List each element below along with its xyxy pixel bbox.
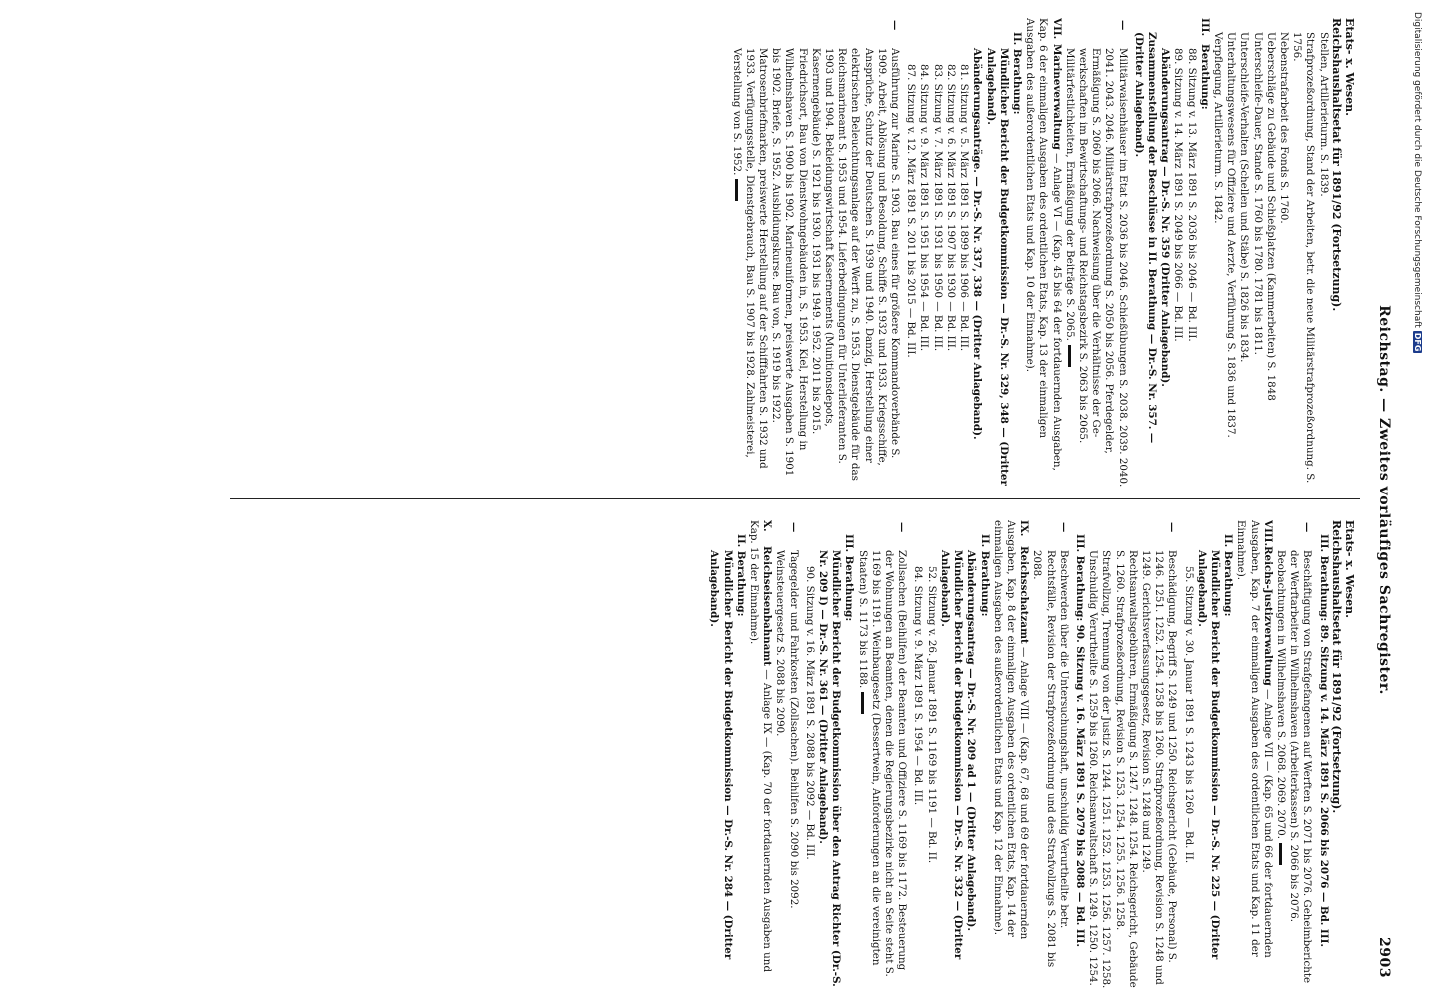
roman-numeral: VIII. <box>1261 520 1274 547</box>
subhead: Reichshaushaltsetat für 1891/92 (Fortsetzung). <box>1329 520 1343 814</box>
dash-mark: — <box>896 522 909 533</box>
roman-numeral: X. <box>761 520 774 532</box>
intro-line: Stellen, Artillerieturm. S. 1839. <box>1317 32 1330 197</box>
topic-text: Beschwerden über die Untersuchungshaft, unschuldig Verurtheilte betr. Rechtsfälle, Revision der Strafprozeßordnung und des Strafvollzugs S. 2081 bis 2088. <box>1031 550 1070 968</box>
topic-text: Ausführung zur Marine S. 1903. Bau eines für größere Kommandoverbände S. 1909. Arbeit, Ablösung und Besoldung, Schiffe S. 1932 und 1933. Kriegsschiffe, Ansprüche, Schutz der Deutschen S. 1939 und 1940. Danzig, Herstellung einer elektrischen Beleuchtungsanlage auf der Werft zu, S. 1953. Dienstgebäude für das Reichsmarineamt S. 1953 und 1954. Lieferbedingungen für Unterlieferanten S. 1903 und 1904. Bekleidungswirtschaft Kasernements (Munitionsdepots, Kasernengebäude) S. 1921 bis 1930. 1931 bis 1949. 1952. 2011 bis 2015. Friedrichsort, Bau von Dienstwohngebäuden in, S. 1953. Kiel, Herstellung in Wilhelmshaven S. 1900 bis 1902. Marineuniformen, preiswerte Ausgaben S. 1901 bis 1902. Briefe, S. 1952. Ausbildungskurse. Bau von, S. 1919 bis 1922. Matrosenbriefmarken, preiswerte Herstellung auf der Schifffahrten S. 1932 und 1933. Verfügungsstelle, Dienstgebrauch, Bau S. 1907 bis 1928. Zahlmeisterei, Verstellung von S. 1952. <box>730 48 902 481</box>
berathung-label: III. Berathung: <box>843 534 856 622</box>
section-description: — Anlage VIII — (Kap. 67, 68 und 69 der fortdauernden Ausgaben, Kap. 8 der einmaligen Ausgaben des ordentlichen Etats, Kap. 14 der einmaligen Ausgaben des außerordentlichen Etats und Kap. 12 der Einnahme). <box>991 520 1031 940</box>
digitization-text: Digitalisierung gefördert durch die Deutsche Forschungsgemeinschaft <box>1412 12 1422 328</box>
report-entry: Mündlicher Bericht der Budgetkommission über den Antrag Richter (Dr.-S. Nr. 209 I) — Dr.-S. Nr. 361 — (Dritter Anlageband). <box>817 550 843 987</box>
dash-mark: — <box>1116 20 1129 31</box>
session-entry: 87. Sitzung v. 12. März 1891 S. 2011 bis 2015 — Bd. III. <box>905 64 918 358</box>
report-entry: Mündlicher Bericht der Budgetkommission — Dr.-S. Nr. 284 — (Dritter Anlageband). <box>708 550 734 960</box>
end-rule <box>861 692 864 714</box>
topic-list <box>1030 520 1070 990</box>
dfg-logo: DFG <box>1413 332 1422 352</box>
berathung-label: II. Berathung: <box>1222 534 1235 617</box>
berathung-entry: III. Berathung: 90. Sitzung v. 16. März 1891 S. 2079 bis 2088 — Bd. III. <box>1073 534 1086 947</box>
topic-list <box>1063 18 1129 488</box>
section-title: Reichseisenbahnamt <box>761 546 774 667</box>
berathung-label: II. Berathung: <box>734 534 747 617</box>
roman-numeral: III. <box>1198 18 1211 37</box>
right-column <box>707 520 1356 990</box>
running-head <box>1370 12 1392 988</box>
section-head: Etats- x. Wesen. <box>1343 520 1356 618</box>
session-entry: 90. Sitzung v. 16. März 1891 S. 2088 bis 2092 — Bd. III. <box>803 566 816 860</box>
intro-list <box>1211 18 1330 488</box>
topic-list <box>1086 520 1178 990</box>
section-description: — Anlage VI — (Kap. 45 bis 64 der fortdauernden Ausgaben, Kap. 6 der einmaligen Ausgaben des ordentlichen Etats, Kap. 13 der einmaligen Ausgaben des außerordentlichen Etats und Kap. 10 der Einnahme). <box>1024 18 1063 471</box>
session-entry: 55. Sitzung v. 30. Januar 1891 S. 1243 bis 1260 — Bd. II. <box>1182 566 1195 864</box>
report-entry: Mündlicher Bericht der Budgetkommission — Dr.-S. Nr. 225 — (Dritter Anlageband). <box>1195 550 1221 960</box>
intro-line: Unterhaltungswesens für Offiziere und Aerzte, Verführung S. 1836 und 1837. <box>1225 32 1238 438</box>
topic-list <box>1274 520 1314 990</box>
topic-text: Tagegelder und Fahrkosten (Zollsachen). Beihilfen S. 2090 bis 2092. Weinsteuergesetz S. 2088 bis 2090. <box>774 550 800 909</box>
berathung-label: II. Berathung: <box>1010 32 1023 115</box>
amendment-entry: Abänderungsantrag — Dr.-S. Nr. 209 ad 1 — (Dritter Anlageband). <box>965 550 978 931</box>
end-rule <box>1279 843 1282 865</box>
dash-mark: — <box>889 20 902 31</box>
topic-list <box>729 18 901 488</box>
topic-text: Militärwaisenhäuser im Etat S. 2036 bis 2046. Schießübungen S. 2038. 2039. 2040. 2041. 2043. 2046. Militärstrafprozeßordnung S. 2050 bis 2056. Pferdegelder, Ermäßigung S. 2060 bis 2066. Nachweisung über die Verhältnisse der Gewerkschaften im Bewirtschaftungs- und Reichstagsbezirk S. 2063 bis 2065. Militärfestlichkeiten, Ermäßigung der Beiträge S. 2065. <box>1063 48 1129 488</box>
left-column <box>729 18 1356 488</box>
dash-mark: — <box>1301 522 1314 533</box>
section-title: Marineverwaltung <box>1050 44 1063 150</box>
topic-list <box>773 520 799 990</box>
dash-mark: — <box>787 522 800 533</box>
end-rule <box>1068 345 1071 367</box>
digitization-note <box>1412 12 1422 353</box>
berathung-entry: III. Berathung: 89. Sitzung v. 14. März 1891 S. 2066 bis 2076 — Bd. III. <box>1317 534 1330 947</box>
session-entry: 52. Sitzung v. 26. Januar 1891 S. 1169 bis 1191 — Bd. II. <box>925 566 938 864</box>
topic-text: Beschäftigung von Strafgefangenen auf Werften S. 2071 bis 2076. Geheimberichte der Werftarbeiter in Wilhelmshaven (Arbeiterkassen) S. 2066 bis 2076. Beobachtungen in Wilhelmshaven S. 2068. 2069. 2070. <box>1274 550 1314 984</box>
session-entry: 84. Sitzung v. 9. März 1891 S. 1951 bis 1954 — Bd. III. <box>918 64 931 352</box>
topic-text: Zollsachen (Beihilfen) der Beamten und Offiziere S. 1169 bis 1172. Besteuerung der Wohnungen an Beamten, denen die Regierungsbezirke nicht an Seite steht S. 1169 bis 1191. Weinbaugesetz (Dessertwein, Anforderungen an die vereinigten Staaten) S. 1173 bis 1188. <box>856 550 909 977</box>
roman-numeral: VII. <box>1050 18 1063 40</box>
intro-line: Nebenstrafarbeit des Fonds S. 1760. <box>1277 32 1290 224</box>
intro-line: Unterschleife-Dauer, Stande S. 1760 bis 1780. 1781 bis 1811. <box>1251 32 1264 355</box>
page-number: 2903 <box>1376 937 1392 978</box>
session-entry: 82. Sitzung v. 6. März 1891 S. 1907 bis 1930 — Bd. III. <box>944 64 957 352</box>
section-description: — Anlage VII — (Kap. 65 und 66 der fortdauernden Ausgaben, Kap. 7 der einmaligen Ausgaben des ordentlichen Etats und Kap. 11 der Einnahme). <box>1235 520 1274 958</box>
session-entry: 84. Sitzung v. 9. März 1891 S. 1954 — Bd. III. <box>912 566 925 806</box>
subhead: Reichshaushaltsetat für 1891/92 (Fortsetzung). <box>1329 18 1343 312</box>
topic-text: Beschädigung, Begriff S. 1249 und 1250. Reichsgericht (Gebäude, Personal) S. 1246. 1251. 1252. 1254. 1258 bis 1260. Strafprozeßordnung, Revision S. 1248 und 1249. Gerichtsverfassungsgesetz, Revision S. 1248 und 1249. Rechtsanwaltsgebühren, Ermäßigung S. 1247. 1248. 1254. Reichsgericht, Gebäude S. 1260. Strafprozeßordnung, Revision S. 1253. 1254. 1255. 1256. 1258. Strafvollzug, Trennung von der Justiz S. 1244. 1251. 1252. 1253. 1256. 1257. 1258. Unschuldig Verurtheilte S. 1259 bis 1260. Reichsanwaltschaft S. 1249. 1250. 1254. <box>1087 550 1179 989</box>
section-head: Etats- x. Wesen. <box>1343 18 1356 116</box>
dash-mark: — <box>1057 522 1070 533</box>
session-entry: 88. Sitzung v. 13. März 1891 S. 2036 bis 2046 — Bd. III. <box>1185 48 1198 342</box>
berathung-label: II. Berathung: <box>978 534 991 617</box>
amendment-entry: Abänderungsantrag — Dr.-S. Nr. 359 (Dritter Anlageband). <box>1159 48 1172 387</box>
section-title: Reichsschatzamt <box>1018 546 1031 644</box>
summary-entry: Zusammenstellung der Beschlüsse in II. Berathung — Dr.-S. Nr. 357. — (Dritter Anlageband). <box>1132 32 1158 444</box>
report-entry: Mündlicher Bericht der Budgetkommission — Dr.-S. Nr. 329, 348 — (Dritter Anlageband). <box>984 48 1010 486</box>
dash-mark: — <box>1166 522 1179 533</box>
amendment-entry: Abänderungsanträge. — Dr.-S. Nr. 337, 338 — (Dritter Anlageband). <box>971 48 984 440</box>
report-entry: Mündlicher Bericht der Budgetkommission — Dr.-S. Nr. 332 — (Dritter Anlageband). <box>938 550 965 960</box>
intro-line: Verpflegung, Artillerieturm. S. 1842. <box>1211 32 1224 224</box>
session-entry: 89. Sitzung v. 14. März 1891 S. 2049 bis 2066 — Bd. III. <box>1172 48 1185 342</box>
intro-line: Ueberschläge zu Gebäude und Schießplatzen (Kammerbeiten) S. 1848 <box>1264 32 1277 401</box>
running-head-title: Reichstag. — Zweites vorläufiges Sachregister. <box>1376 305 1392 695</box>
roman-numeral: IX. <box>1018 520 1031 537</box>
topic-list <box>855 520 908 990</box>
intro-line: Strafprozeßordnung, Stand der Arbeiten, betr. die neue Militärstrafprozeßordnung. S. 1756. <box>1291 32 1317 484</box>
intro-line: Unterschleife-Verhalten (Schellen und Stäbe) S. 1826 bis 1834. <box>1238 32 1251 363</box>
session-entry: 81. Sitzung v. 5. März 1891 S. 1899 bis 1906 — Bd. III. <box>958 64 971 352</box>
session-entry: 83. Sitzung v. 7. März 1891 S. 1931 bis 1950 — Bd. III. <box>931 64 944 352</box>
section-title: Reichs-Justizverwaltung <box>1261 546 1274 686</box>
berathung-label: Berathung: <box>1198 44 1211 110</box>
end-rule <box>735 179 738 201</box>
section-description: — Anlage IX — (Kap. 70 der fortdauernden Ausgaben und Kap. 15 der Einnahme). <box>748 520 774 973</box>
column-divider <box>230 498 1360 499</box>
